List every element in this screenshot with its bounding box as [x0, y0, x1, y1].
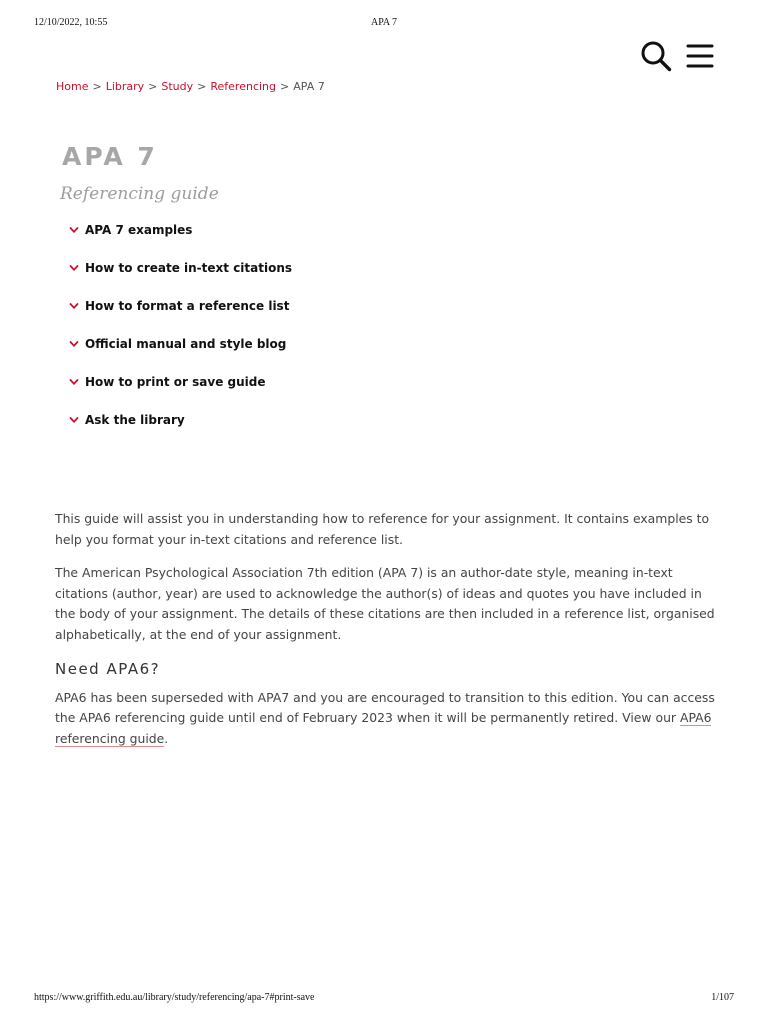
chevron-down-icon	[69, 263, 79, 273]
print-datetime: 12/10/2022, 10:55	[34, 17, 108, 28]
chevron-down-icon	[69, 225, 79, 235]
page-title: APA 7	[62, 142, 158, 171]
accordion-item-ask-library[interactable]	[69, 411, 292, 449]
breadcrumb-home[interactable]: Home	[56, 80, 89, 93]
print-header	[34, 17, 734, 31]
accordion-item-reference-list[interactable]	[69, 297, 292, 335]
breadcrumb-study[interactable]: Study	[161, 80, 194, 93]
apa6-guide-link[interactable]: APA6 referencing guide	[55, 710, 712, 746]
print-url: https://www.griffith.edu.au/library/study/referencing/apa-7#print-save	[34, 992, 315, 1003]
chevron-down-icon	[69, 377, 79, 387]
accordion-item-label: Ask the library	[85, 413, 185, 427]
breadcrumb	[56, 80, 325, 93]
breadcrumb-referencing[interactable]: Referencing	[210, 80, 277, 93]
breadcrumb-current: APA 7	[293, 80, 325, 93]
search-icon[interactable]	[640, 40, 672, 72]
accordion-item-label: Official manual and style blog	[85, 337, 287, 351]
breadcrumb-separator: >	[280, 80, 290, 93]
apa6-heading: Need APA6?	[55, 659, 161, 678]
accordion-item-label: How to format a reference list	[85, 299, 290, 313]
chevron-down-icon	[69, 415, 79, 425]
guide-accordion	[69, 221, 292, 449]
breadcrumb-separator: >	[92, 80, 102, 93]
apa6-end: .	[164, 730, 169, 746]
accordion-item-in-text-citations[interactable]	[69, 259, 292, 297]
accordion-item-label: APA 7 examples	[85, 223, 193, 237]
breadcrumb-separator: >	[197, 80, 207, 93]
breadcrumb-separator: >	[148, 80, 158, 93]
main-content	[55, 509, 717, 762]
accordion-item-label: How to create in-text citations	[85, 261, 293, 275]
apa6-paragraph	[55, 688, 717, 750]
accordion-item-apa7-examples[interactable]	[69, 221, 292, 259]
page-indicator: 1/107	[711, 992, 734, 1003]
chevron-down-icon	[69, 301, 79, 311]
apa7-description-paragraph: The American Psychological Association 7th edition (APA 7) is an author-date style, meaning in-text citations (author, year) are used to acknowledge the author(s) of ideas and quotes you have included in the body of your assignment. The details of these citations are then included in a reference list, organised alphabetically, at the end of your assignment.	[55, 565, 715, 642]
intro-paragraph: This guide will assist you in understanding how to reference for your assignment. It contains examples to help you format your in-text citations and reference list.	[55, 511, 710, 547]
chevron-down-icon	[69, 339, 79, 349]
breadcrumb-library[interactable]: Library	[105, 80, 145, 93]
accordion-item-official-manual[interactable]	[69, 335, 292, 373]
apa6-text: APA6 has been superseded with APA7 and you are encouraged to transition to this edition. You can access the APA6 referencing guide until end of February 2023 when it will be permanently retired. View our	[55, 689, 715, 726]
hamburger-menu-icon[interactable]	[684, 40, 716, 72]
accordion-item-label: How to print or save guide	[85, 375, 266, 389]
accordion-item-print-save[interactable]	[69, 373, 292, 411]
header-toolbar	[640, 40, 716, 72]
page-subtitle: Referencing guide	[60, 184, 219, 204]
print-title: APA 7	[370, 17, 398, 28]
